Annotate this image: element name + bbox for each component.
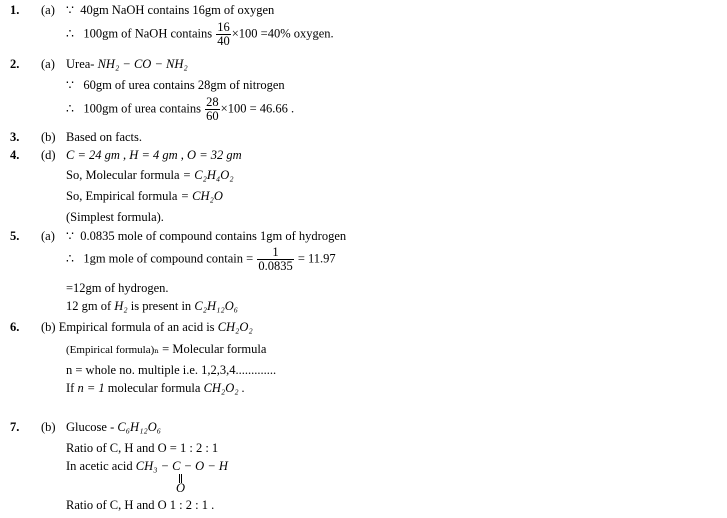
acetic-acid-formula: CH₃ − C − O − H	[135, 459, 228, 473]
q1-line-2-suffix: ×100 =40% oxygen.	[231, 26, 334, 41]
because-symbol: ∵	[66, 78, 74, 92]
q6-line-3: n = whole no. multiple i.e. 1,2,3,4.............	[66, 363, 277, 377]
q6-line-1-prefix: Empirical formula of an acid is	[58, 320, 215, 334]
question-number-4: 4.	[10, 148, 20, 162]
answer-option-4: (d)	[41, 148, 56, 162]
q7-line-1	[66, 420, 161, 435]
question-number-3: 3.	[10, 130, 20, 144]
q6-line-2-left: (Empirical formula)ₙ	[66, 344, 160, 356]
q7-line-3-prefix: In acetic acid	[66, 459, 133, 473]
q2-line-1	[66, 57, 188, 72]
fraction-numerator: 16	[217, 20, 230, 34]
q7-line-1-prefix: Glucose -	[66, 420, 115, 434]
q4-line-2-prefix: So, Molecular formula	[66, 168, 180, 182]
molecular-formula: CH₂O₂ .	[203, 381, 245, 395]
because-symbol: ∵	[66, 3, 74, 17]
q5-line-4	[66, 299, 238, 314]
molecular-formula: = C₂H₄O₂	[182, 168, 234, 182]
answer-option-6	[41, 320, 253, 335]
fraction	[257, 246, 293, 273]
answer-option-1: (a)	[41, 3, 55, 17]
q2-line-2	[66, 78, 285, 93]
q1-line-1-text: 40gm NaOH contains 16gm of oxygen	[80, 3, 275, 17]
q6-line-4-middle: molecular formula	[107, 381, 201, 395]
fraction-denominator: 60	[206, 109, 219, 123]
fraction	[216, 21, 231, 48]
q5-line-2	[66, 246, 336, 273]
question-number-1: 1.	[10, 3, 20, 17]
fraction	[205, 96, 220, 123]
q3-text: Based on facts.	[66, 130, 143, 144]
therefore-symbol: ∴	[66, 101, 74, 116]
q6-line-2	[66, 342, 266, 358]
hydrogen-formula: H₂	[114, 299, 128, 313]
q4-line-2	[66, 168, 234, 183]
answer-option-3: (b)	[41, 130, 56, 144]
q2-line-1-prefix: Urea-	[66, 57, 95, 71]
q6-line-4	[66, 381, 245, 396]
q5-line-1	[66, 229, 346, 244]
therefore-symbol: ∴	[66, 251, 74, 266]
question-number-5: 5.	[10, 229, 20, 243]
q7-line-3	[66, 459, 228, 474]
answer-option-6-label: (b)	[41, 320, 56, 334]
q2-line-3-prefix: 100gm of urea contains	[83, 101, 202, 116]
empirical-formula: = CH₂O	[180, 189, 223, 203]
q4-line-3	[66, 189, 223, 204]
question-number-7: 7.	[10, 420, 20, 434]
q2-line-2-text: 60gm of urea contains 28gm of nitrogen	[83, 78, 285, 92]
because-symbol: ∵	[66, 229, 74, 243]
q7-line-2: Ratio of C, H and O = 1 : 2 : 1	[66, 441, 219, 455]
q4-masses: C = 24 gm , H = 4 gm , O = 32 gm	[66, 148, 242, 162]
fraction-denominator: 40	[217, 34, 230, 48]
q5-line-2-suffix: = 11.97	[297, 251, 336, 266]
q6-line-2-right: = Molecular formula	[162, 342, 267, 356]
q5-line-4-prefix: 12 gm of	[66, 299, 112, 313]
q1-line-2-prefix: 100gm of NaOH contains	[83, 26, 213, 41]
fraction-numerator: 1	[272, 245, 279, 259]
q2-line-3-suffix: ×100 = 46.66 .	[220, 101, 295, 116]
glucose-formula: C₆H₁₂O₆	[117, 420, 162, 434]
q1-line-1	[66, 3, 274, 18]
q5-line-2-prefix: 1gm mole of compound contain =	[83, 251, 254, 266]
therefore-symbol: ∴	[66, 26, 74, 41]
q5-line-3: =12gm of hydrogen.	[66, 281, 169, 295]
urea-formula: NH₂ − CO − NH₂	[97, 57, 188, 71]
n-condition: n = 1	[77, 381, 105, 395]
question-number-2: 2.	[10, 57, 20, 71]
q2-line-3	[66, 96, 294, 123]
q6-line-4-prefix: If	[66, 381, 75, 395]
q5-line-1-text: 0.0835 mole of compound contains 1gm of hydrogen	[80, 229, 347, 243]
q5-line-4-middle: is present in	[130, 299, 192, 313]
glucose-formula: C₂H₁₂O₆	[194, 299, 239, 313]
question-number-6: 6.	[10, 320, 20, 334]
answer-option-2: (a)	[41, 57, 55, 71]
answer-option-7: (b)	[41, 420, 56, 434]
q4-line-3-prefix: So, Empirical formula	[66, 189, 178, 203]
q4-line-4: (Simplest formula).	[66, 210, 164, 224]
q7-line-4: Ratio of C, H and O 1 : 2 : 1 .	[66, 498, 215, 512]
fraction-numerator: 28	[206, 95, 219, 109]
carbonyl-oxygen: O	[176, 481, 186, 495]
q1-line-2	[66, 21, 334, 48]
fraction-denominator: 0.0835	[258, 259, 293, 273]
answer-option-5: (a)	[41, 229, 55, 243]
acid-empirical-formula: CH₂O₂	[217, 320, 253, 334]
